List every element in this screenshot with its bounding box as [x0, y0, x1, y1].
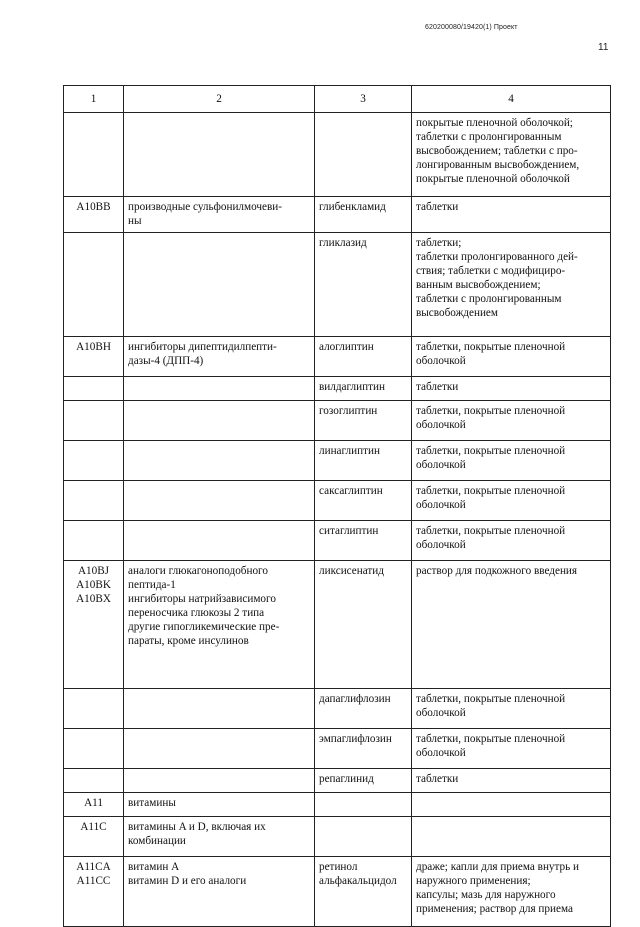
atc-code-cell: [64, 729, 124, 769]
group-name-cell: [124, 561, 315, 689]
group-name-cell: [124, 401, 315, 441]
drug-name-cell: [315, 233, 412, 337]
group-name-cell: [124, 481, 315, 521]
table-row: [64, 769, 611, 793]
cell-line: репаглинид: [319, 773, 374, 785]
cell-line: оболочкой: [416, 499, 466, 511]
drug-name-cell: [315, 197, 412, 233]
cell-line: A10BH: [76, 341, 111, 353]
cell-line: раствор для подкожного введения: [416, 565, 578, 577]
cell-line: A10BK: [76, 579, 111, 591]
dosage-form-cell: [412, 561, 611, 689]
group-name-cell: [124, 769, 315, 793]
group-name-cell: [124, 689, 315, 729]
cell-line: A11CC: [76, 875, 111, 887]
cell-line: таблетки, покрытые пленочной: [416, 405, 566, 417]
cell-line: ингибиторы натрийзависимого: [128, 593, 276, 605]
cell-line: A11C: [80, 821, 107, 833]
cell-line: оболочкой: [416, 419, 466, 431]
atc-code-cell: [64, 337, 124, 377]
dosage-form-cell: [412, 401, 611, 441]
group-name-cell: [124, 337, 315, 377]
dosage-form-cell: [412, 233, 611, 337]
cell-line: драже; капли для приема внутрь и: [416, 861, 580, 873]
cell-line: таблетки с пролонгированным: [416, 293, 562, 305]
group-name-cell: [124, 817, 315, 857]
group-name-cell: [124, 377, 315, 401]
cell-line: саксаглиптин: [319, 485, 383, 497]
page-number: 11: [598, 42, 609, 53]
dosage-form-cell: [412, 481, 611, 521]
cell-line: гликлазид: [319, 237, 367, 249]
cell-line: альфакальцидол: [319, 875, 397, 887]
table-row: [64, 561, 611, 689]
dosage-form-cell: [412, 793, 611, 817]
cell-line: комбинации: [128, 835, 186, 847]
cell-line: вилдаглиптин: [319, 381, 385, 393]
cell-line: другие гипогликемические пре-: [128, 621, 280, 633]
drug-name-cell: [315, 481, 412, 521]
atc-code-cell: [64, 689, 124, 729]
table-row: [64, 729, 611, 769]
drug-name-cell: [315, 561, 412, 689]
drug-name-cell: [315, 113, 412, 197]
cell-line: линаглиптин: [319, 445, 380, 457]
drug-name-cell: [315, 401, 412, 441]
dosage-form-cell: [412, 857, 611, 927]
cell-line: витамин A: [128, 861, 180, 873]
dosage-form-cell: [412, 817, 611, 857]
atc-code-cell: [64, 817, 124, 857]
atc-code-cell: [64, 441, 124, 481]
cell-line: ствия; таблетки с модифициро-: [416, 265, 566, 277]
atc-code-cell: [64, 197, 124, 233]
cell-line: применения; раствор для приема: [416, 903, 573, 915]
cell-line: дапаглифлозин: [319, 693, 391, 705]
cell-line: таблетки, покрытые пленочной: [416, 485, 566, 497]
cell-line: эмпаглифлозин: [319, 733, 392, 745]
cell-line: покрытые пленочной оболочкой;: [416, 117, 573, 129]
drug-name-cell: [315, 521, 412, 561]
group-name-cell: [124, 197, 315, 233]
cell-line: ванным высвобождением;: [416, 279, 541, 291]
table-header-row: [64, 86, 611, 113]
cell-line: ретинол: [319, 861, 358, 873]
group-name-cell: [124, 857, 315, 927]
table-row: [64, 377, 611, 401]
cell-line: параты, кроме инсулинов: [128, 635, 249, 647]
group-name-cell: [124, 521, 315, 561]
dosage-form-cell: [412, 521, 611, 561]
atc-code-cell: [64, 113, 124, 197]
group-name-cell: [124, 233, 315, 337]
cell-line: таблетки пролонгированного дей-: [416, 251, 578, 263]
cell-line: A11: [84, 797, 103, 809]
cell-line: покрытые пленочной оболочкой: [416, 173, 570, 185]
group-name-cell: [124, 113, 315, 197]
atc-code-cell: [64, 857, 124, 927]
cell-line: таблетки, покрытые пленочной: [416, 445, 566, 457]
table-row: [64, 113, 611, 197]
cell-line: капсулы; мазь для наружного: [416, 889, 556, 901]
table-row: [64, 401, 611, 441]
drug-name-cell: [315, 441, 412, 481]
dosage-form-cell: [412, 337, 611, 377]
cell-line: таблетки, покрытые пленочной: [416, 733, 566, 745]
drug-name-cell: [315, 689, 412, 729]
cell-line: дазы-4 (ДПП-4): [128, 355, 204, 367]
cell-line: производные сульфонилмочеви-: [128, 201, 282, 213]
table-row: [64, 481, 611, 521]
atc-code-cell: [64, 561, 124, 689]
column-header-4: 4: [412, 86, 611, 113]
cell-line: A10BJ: [77, 565, 110, 577]
drug-name-cell: [315, 817, 412, 857]
dosage-form-cell: [412, 689, 611, 729]
cell-line: оболочкой: [416, 355, 466, 367]
table-row: [64, 337, 611, 377]
column-header-3: 3: [315, 86, 412, 113]
cell-line: оболочкой: [416, 707, 466, 719]
cell-line: витамины: [128, 797, 176, 809]
atc-code-cell: [64, 377, 124, 401]
drug-name-cell: [315, 337, 412, 377]
drug-table: [63, 85, 611, 927]
cell-line: витамины A и D, включая их: [128, 821, 266, 833]
table-row: [64, 441, 611, 481]
dosage-form-cell: [412, 113, 611, 197]
group-name-cell: [124, 793, 315, 817]
cell-line: таблетки, покрытые пленочной: [416, 693, 566, 705]
cell-line: таблетки с пролонгированным: [416, 131, 562, 143]
drug-name-cell: [315, 769, 412, 793]
cell-line: оболочкой: [416, 459, 466, 471]
cell-line: алоглиптин: [319, 341, 374, 353]
dosage-form-cell: [412, 729, 611, 769]
cell-line: таблетки: [416, 201, 459, 213]
cell-line: таблетки: [416, 381, 459, 393]
group-name-cell: [124, 441, 315, 481]
cell-line: оболочкой: [416, 747, 466, 759]
atc-code-cell: [64, 481, 124, 521]
cell-line: таблетки;: [416, 237, 462, 249]
column-header-2: 2: [124, 86, 315, 113]
table-row: [64, 817, 611, 857]
cell-line: аналоги глюкагоноподобного: [128, 565, 268, 577]
atc-code-cell: [64, 521, 124, 561]
cell-line: высвобождением; таблетки с про-: [416, 145, 578, 157]
document-id: 620200080/19420(1) Проект: [425, 24, 518, 31]
cell-line: A11CA: [76, 861, 111, 873]
cell-line: ситаглиптин: [319, 525, 379, 537]
drug-name-cell: [315, 857, 412, 927]
cell-line: витамин D и его аналоги: [128, 875, 247, 887]
cell-line: глибенкламид: [319, 201, 386, 213]
atc-code-cell: [64, 793, 124, 817]
drug-name-cell: [315, 793, 412, 817]
dosage-form-cell: [412, 377, 611, 401]
cell-line: ликсисенатид: [319, 565, 384, 577]
table-row: [64, 197, 611, 233]
dosage-form-cell: [412, 769, 611, 793]
cell-line: гозоглиптин: [319, 405, 378, 417]
drug-name-cell: [315, 729, 412, 769]
cell-line: таблетки, покрытые пленочной: [416, 525, 566, 537]
cell-line: оболочкой: [416, 539, 466, 551]
atc-code-cell: [64, 233, 124, 337]
column-header-1: 1: [64, 86, 124, 113]
drug-name-cell: [315, 377, 412, 401]
cell-line: A10BB: [76, 201, 111, 213]
cell-line: переносчика глюкозы 2 типа: [128, 607, 265, 619]
cell-line: лонгированным высвобождением,: [416, 159, 580, 171]
cell-line: ны: [128, 215, 142, 227]
cell-line: наружного применения;: [416, 875, 531, 887]
atc-code-cell: [64, 401, 124, 441]
group-name-cell: [124, 729, 315, 769]
table-row: [64, 233, 611, 337]
cell-line: таблетки, покрытые пленочной: [416, 341, 566, 353]
dosage-form-cell: [412, 441, 611, 481]
table-row: [64, 857, 611, 927]
cell-line: A10BX: [76, 593, 111, 605]
cell-line: ингибиторы дипептидилпепти-: [128, 341, 277, 353]
cell-line: высвобождением: [416, 307, 498, 319]
table-row: [64, 793, 611, 817]
table-row: [64, 521, 611, 561]
dosage-form-cell: [412, 197, 611, 233]
atc-code-cell: [64, 769, 124, 793]
table-row: [64, 689, 611, 729]
cell-line: пептида-1: [128, 579, 176, 591]
cell-line: таблетки: [416, 773, 459, 785]
